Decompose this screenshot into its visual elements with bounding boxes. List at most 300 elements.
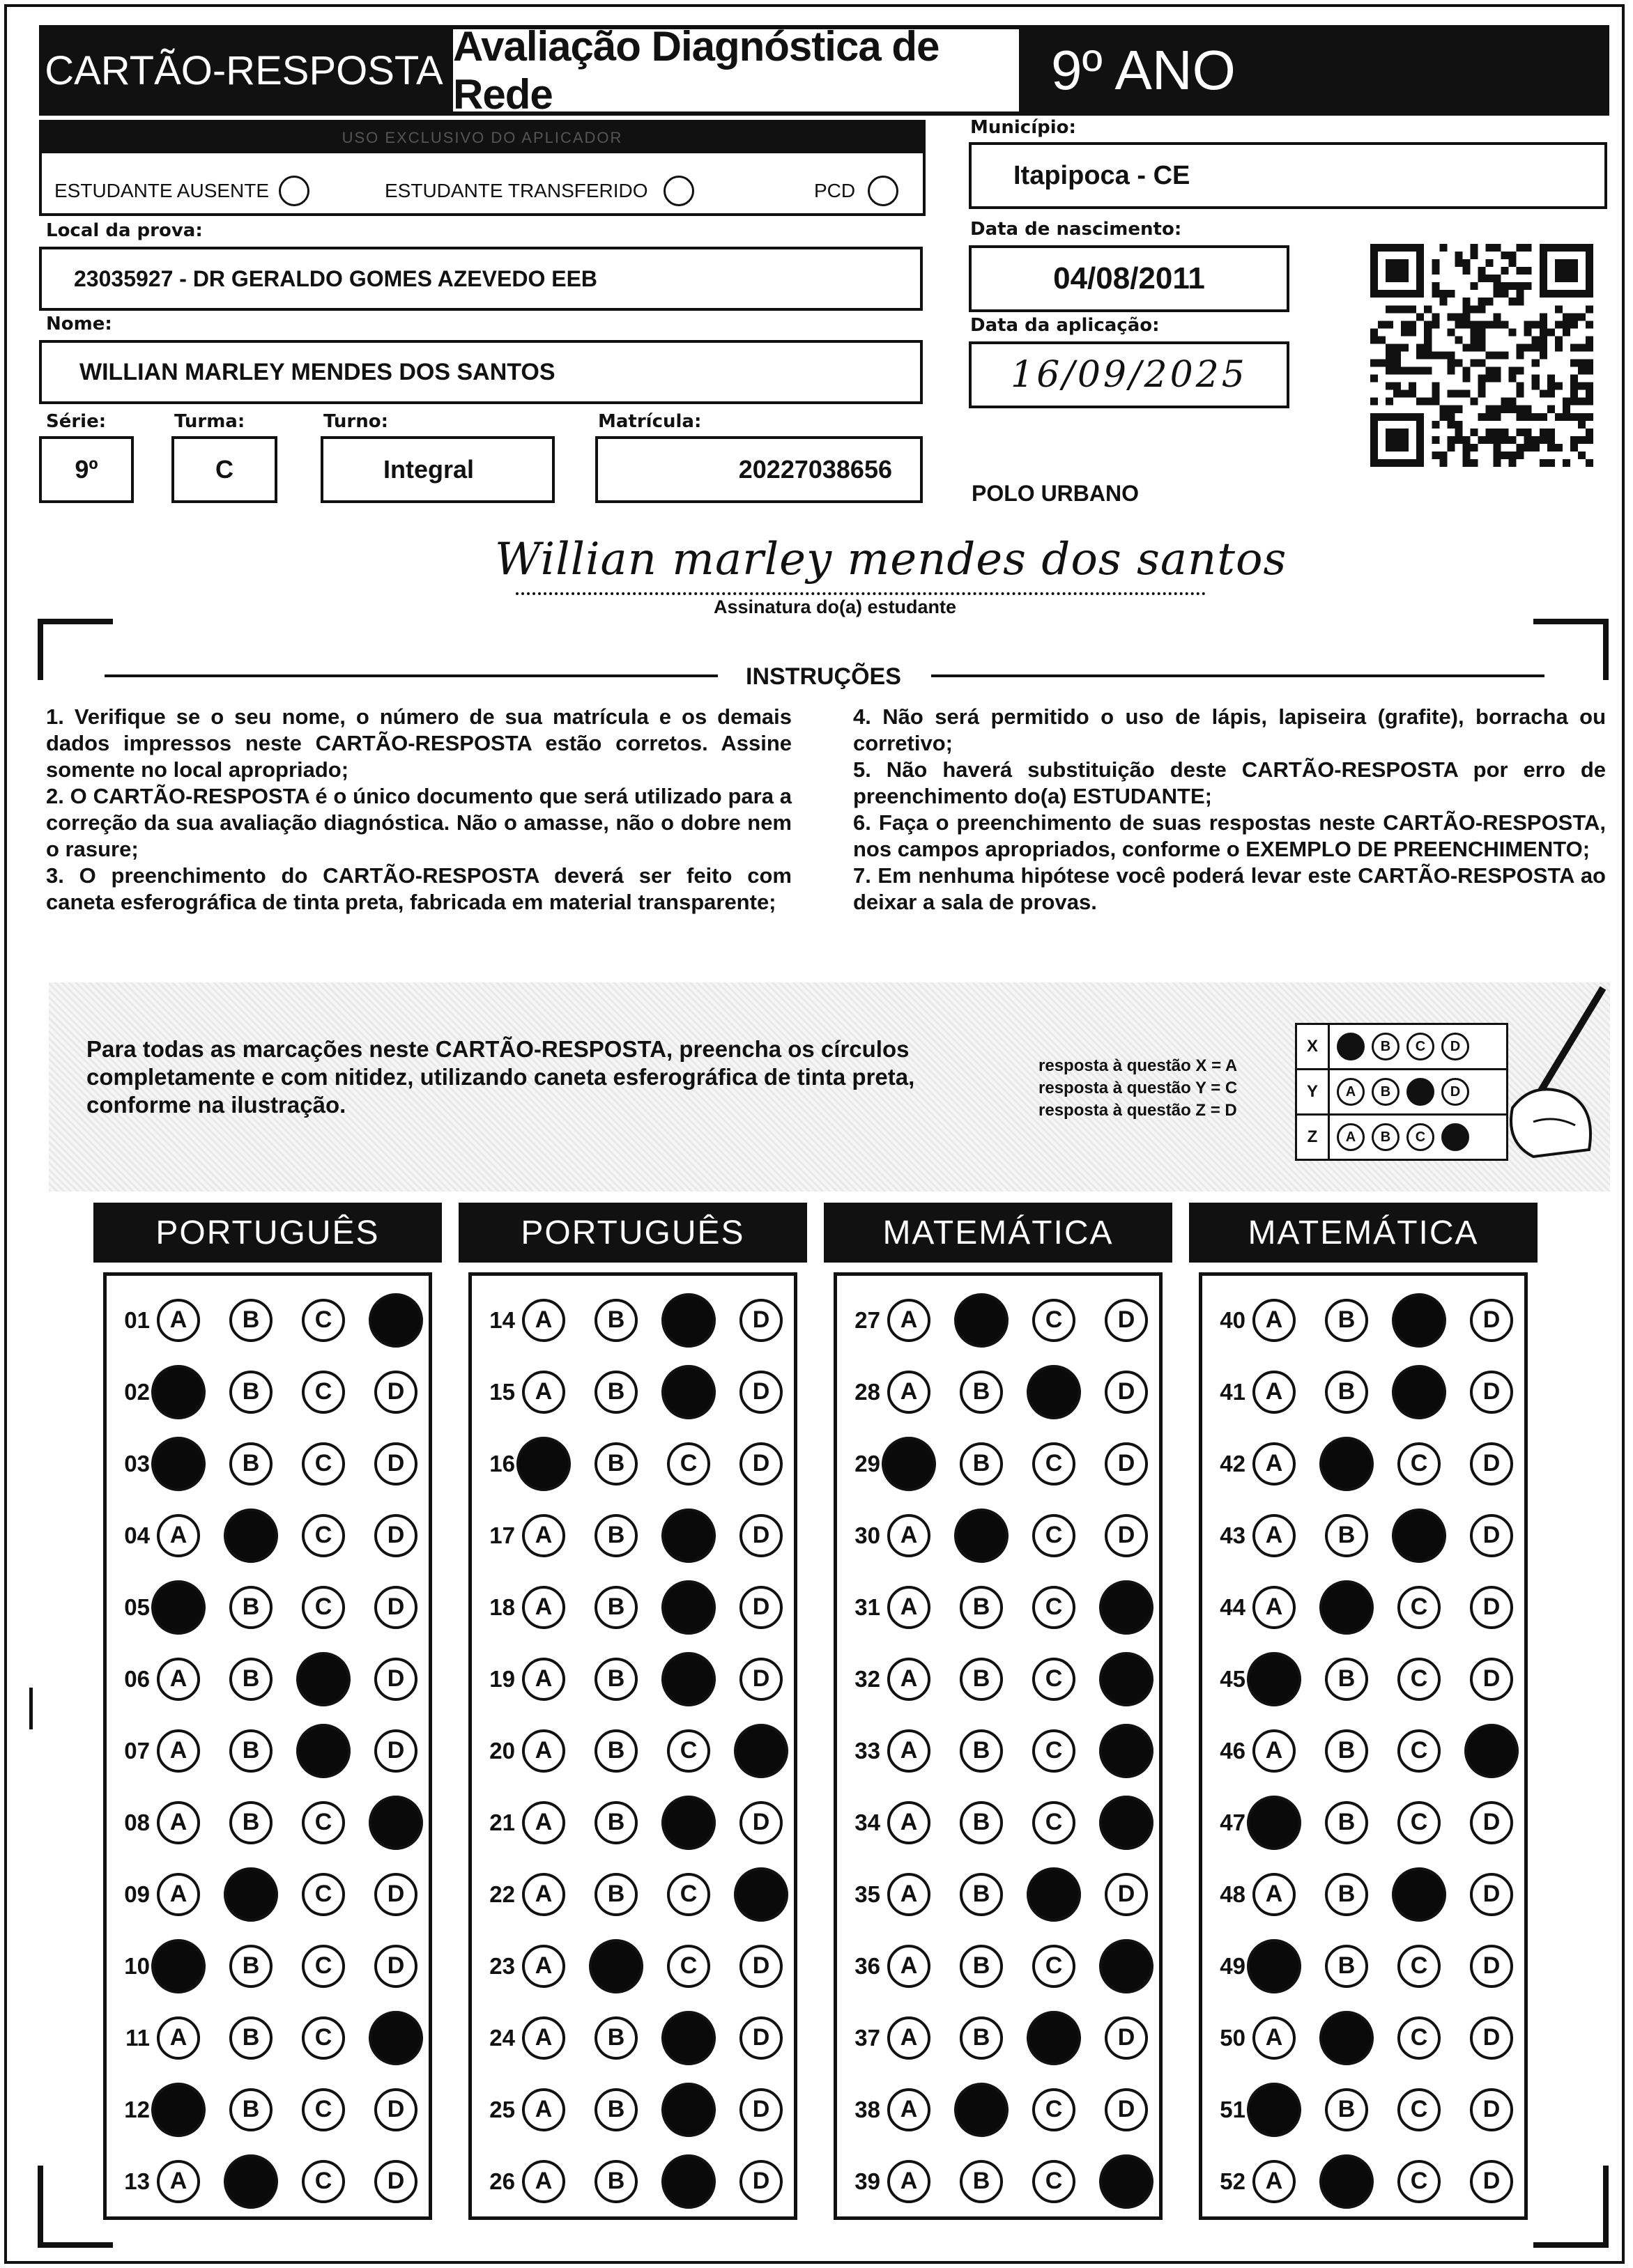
answer-bubble-b[interactable] bbox=[954, 1509, 1009, 1563]
answer-bubble-a[interactable]: A bbox=[887, 1514, 930, 1557]
answer-bubble-a[interactable]: A bbox=[1252, 1442, 1296, 1486]
answer-bubble-b[interactable]: B bbox=[229, 1801, 273, 1844]
question-row bbox=[472, 2002, 794, 2074]
instruction-7: 7. Em nenhuma hipótese você poderá levar este CARTÃO-RESPOSTA ao deixar a sala de provas. bbox=[853, 863, 1606, 914]
answer-bubble-d[interactable] bbox=[1464, 1724, 1519, 1778]
example-legend-x: resposta à questão X = A bbox=[1038, 1056, 1238, 1075]
question-row bbox=[837, 1571, 1159, 1643]
question-number: 12 bbox=[124, 2096, 150, 2122]
question-number: 14 bbox=[489, 1306, 515, 1333]
answer-bubble-b[interactable]: B bbox=[595, 2016, 638, 2060]
answer-bubble-a[interactable]: A bbox=[887, 1658, 930, 1701]
answer-bubble-d[interactable]: D bbox=[1470, 1442, 1513, 1486]
answer-bubble-b[interactable]: B bbox=[229, 1442, 273, 1486]
answer-bubble-c[interactable] bbox=[1027, 2011, 1081, 2065]
answer-bubble-c[interactable]: C bbox=[667, 1729, 710, 1773]
answer-bubble-c[interactable]: C bbox=[302, 1371, 345, 1414]
question-number: 51 bbox=[1220, 2096, 1245, 2122]
answer-bubble-d[interactable]: D bbox=[374, 1658, 417, 1701]
question-row bbox=[472, 1643, 794, 1715]
answer-bubble-d[interactable] bbox=[1099, 2154, 1153, 2209]
answer-bubble-c[interactable]: C bbox=[1397, 1729, 1441, 1773]
answer-bubble-c[interactable]: C bbox=[1397, 2016, 1441, 2060]
question-row bbox=[837, 1284, 1159, 1356]
answer-bubble-a[interactable]: A bbox=[522, 1873, 565, 1916]
answer-bubble-b[interactable]: B bbox=[1325, 1729, 1368, 1773]
answer-bubble-c[interactable]: C bbox=[1397, 1658, 1441, 1701]
answer-bubble-b[interactable] bbox=[1319, 1580, 1374, 1635]
answer-bubble-d[interactable]: D bbox=[374, 1442, 417, 1486]
answer-bubble-c[interactable]: C bbox=[1032, 1442, 1075, 1486]
applicator-strip-label: USO EXCLUSIVO DO APLICADOR bbox=[342, 129, 623, 146]
answer-bubble-b[interactable]: B bbox=[595, 2088, 638, 2131]
question-row bbox=[1202, 1715, 1524, 1787]
answer-bubble-d[interactable]: D bbox=[739, 1299, 783, 1342]
answer-bubble-d[interactable] bbox=[369, 1293, 423, 1348]
answer-bubble-c[interactable]: C bbox=[1397, 1586, 1441, 1629]
answer-bubble-c[interactable]: C bbox=[667, 1442, 710, 1486]
answer-bubble-a[interactable] bbox=[882, 1437, 936, 1491]
answer-bubble-a[interactable]: A bbox=[887, 1729, 930, 1773]
answer-bubble-b[interactable]: B bbox=[960, 1442, 1003, 1486]
answer-bubble-c[interactable]: C bbox=[1032, 2088, 1075, 2131]
answer-bubble-d[interactable]: D bbox=[1105, 2088, 1148, 2131]
example-bubble bbox=[1337, 1033, 1365, 1060]
answer-bubble-a[interactable] bbox=[151, 2083, 206, 2137]
answer-bubble-b[interactable]: B bbox=[960, 1371, 1003, 1414]
answer-bubble-a[interactable]: A bbox=[522, 1586, 565, 1629]
answer-bubble-d[interactable]: D bbox=[1105, 2016, 1148, 2060]
answer-bubble-b[interactable]: B bbox=[1325, 1371, 1368, 1414]
answer-bubble-b[interactable]: B bbox=[1325, 2088, 1368, 2131]
answer-bubble-d[interactable] bbox=[1099, 1796, 1153, 1850]
answer-bubble-c[interactable]: C bbox=[302, 2016, 345, 2060]
answer-bubble-d[interactable] bbox=[369, 2011, 423, 2065]
answer-bubble-c[interactable]: C bbox=[1032, 1586, 1075, 1629]
answer-bubble-a[interactable]: A bbox=[1252, 2016, 1296, 2060]
question-row bbox=[837, 1643, 1159, 1715]
answer-bubble-b[interactable] bbox=[1319, 2154, 1374, 2209]
example-legend-z: resposta à questão Z = D bbox=[1038, 1101, 1237, 1120]
answer-bubble-d[interactable]: D bbox=[1470, 2160, 1513, 2203]
matricula-field bbox=[595, 436, 923, 503]
answer-bubble-a[interactable] bbox=[1247, 1796, 1301, 1850]
answer-bubble-c[interactable] bbox=[1027, 1867, 1081, 1922]
question-column bbox=[103, 1272, 432, 2220]
pcd-option[interactable] bbox=[814, 176, 898, 206]
answer-bubble-b[interactable]: B bbox=[229, 1658, 273, 1701]
answer-bubble-c[interactable] bbox=[1392, 1365, 1446, 1419]
answer-bubble-d[interactable]: D bbox=[739, 1371, 783, 1414]
header-title-left-text: CARTÃO-RESPOSTA bbox=[45, 47, 443, 93]
answer-bubble-d[interactable] bbox=[734, 1724, 788, 1778]
answer-bubble-c[interactable] bbox=[1027, 1365, 1081, 1419]
instruction-4: 4. Não será permitido o uso de lápis, lapiseira (grafite), borracha ou corretivo; bbox=[853, 704, 1606, 755]
question-row bbox=[472, 1715, 794, 1787]
answer-bubble-a[interactable] bbox=[151, 1580, 206, 1635]
question-number: 41 bbox=[1220, 1378, 1245, 1405]
header-title-right-text: 9º ANO bbox=[1051, 39, 1236, 101]
answer-bubble-d[interactable]: D bbox=[1470, 1586, 1513, 1629]
answer-bubble-a[interactable]: A bbox=[522, 2160, 565, 2203]
answer-bubble-b[interactable]: B bbox=[229, 2088, 273, 2131]
question-row bbox=[1202, 2002, 1524, 2074]
answer-bubble-c[interactable]: C bbox=[1397, 1945, 1441, 1988]
answer-bubble-a[interactable]: A bbox=[887, 1299, 930, 1342]
question-column bbox=[468, 1272, 797, 2220]
answer-bubble-b[interactable]: B bbox=[960, 1873, 1003, 1916]
answer-bubble-c[interactable]: C bbox=[302, 2160, 345, 2203]
answer-bubble-d[interactable]: D bbox=[739, 1586, 783, 1629]
answer-bubble-b[interactable]: B bbox=[960, 1945, 1003, 1988]
polo-text: POLO URBANO bbox=[972, 481, 1139, 506]
answer-bubble-a[interactable]: A bbox=[887, 1945, 930, 1988]
answer-bubble-a[interactable]: A bbox=[887, 2016, 930, 2060]
answer-bubble-d[interactable]: D bbox=[739, 2088, 783, 2131]
answer-bubble-c[interactable]: C bbox=[1397, 2160, 1441, 2203]
answer-bubble-b[interactable]: B bbox=[595, 1371, 638, 1414]
turma-value: C bbox=[215, 455, 233, 484]
answer-bubble-c[interactable]: C bbox=[302, 1873, 345, 1916]
answer-bubble-a[interactable]: A bbox=[157, 2016, 200, 2060]
answer-bubble-a[interactable]: A bbox=[522, 1658, 565, 1701]
answer-bubble-d[interactable]: D bbox=[739, 1442, 783, 1486]
answer-bubble-a[interactable]: A bbox=[887, 2088, 930, 2131]
answer-bubble-c[interactable]: C bbox=[667, 1945, 710, 1988]
question-row bbox=[472, 2145, 794, 2217]
example-panel bbox=[49, 982, 1610, 1191]
signature-line bbox=[516, 592, 1206, 595]
answer-bubble-a[interactable] bbox=[1247, 1939, 1301, 1993]
answer-bubble-a[interactable]: A bbox=[1252, 1514, 1296, 1557]
question-number: 13 bbox=[124, 2168, 150, 2194]
answer-bubble-c[interactable] bbox=[661, 1293, 716, 1348]
answer-bubble-d[interactable] bbox=[1099, 1652, 1153, 1706]
answer-bubble-d[interactable]: D bbox=[739, 1801, 783, 1844]
answer-bubble-b[interactable]: B bbox=[229, 1371, 273, 1414]
answer-bubble-c[interactable] bbox=[661, 2011, 716, 2065]
answer-bubble-d[interactable]: D bbox=[374, 1514, 417, 1557]
answer-bubble-b[interactable]: B bbox=[1325, 1658, 1368, 1701]
answer-bubble-d[interactable]: D bbox=[1105, 1299, 1148, 1342]
answer-bubble-b[interactable]: B bbox=[595, 1729, 638, 1773]
answer-bubble-b[interactable]: B bbox=[960, 1729, 1003, 1773]
question-number: 47 bbox=[1220, 1809, 1245, 1835]
answer-bubble-d[interactable]: D bbox=[1470, 1371, 1513, 1414]
answer-bubble-c[interactable] bbox=[661, 2083, 716, 2137]
answer-bubble-a[interactable]: A bbox=[887, 1801, 930, 1844]
answer-bubble-d[interactable]: D bbox=[1470, 1945, 1513, 1988]
question-number: 43 bbox=[1220, 1522, 1245, 1548]
answer-bubble-d[interactable]: D bbox=[374, 1945, 417, 1988]
answer-bubble-b[interactable] bbox=[1319, 2011, 1374, 2065]
question-row bbox=[107, 1643, 429, 1715]
answer-bubble-d[interactable]: D bbox=[739, 1514, 783, 1557]
pcd-circle[interactable] bbox=[868, 176, 898, 206]
answer-bubble-a[interactable] bbox=[1247, 2083, 1301, 2137]
turno-field bbox=[321, 436, 555, 503]
question-number: 45 bbox=[1220, 1665, 1245, 1692]
answer-bubble-b[interactable]: B bbox=[595, 1442, 638, 1486]
answer-bubble-d[interactable]: D bbox=[1470, 1514, 1513, 1557]
answer-bubble-b[interactable]: B bbox=[229, 1586, 273, 1629]
answer-bubble-a[interactable]: A bbox=[522, 1801, 565, 1844]
answer-bubble-c[interactable]: C bbox=[1032, 1658, 1075, 1701]
answer-bubble-a[interactable]: A bbox=[157, 2160, 200, 2203]
answer-bubble-b[interactable]: B bbox=[229, 1729, 273, 1773]
answer-bubble-c[interactable] bbox=[1392, 1867, 1446, 1922]
local-field bbox=[39, 247, 923, 311]
instructions-rule-right bbox=[931, 674, 1544, 677]
answer-bubble-c[interactable]: C bbox=[302, 1586, 345, 1629]
answer-bubble-c[interactable] bbox=[661, 1365, 716, 1419]
pcd-label: PCD bbox=[814, 180, 856, 201]
answer-bubble-a[interactable]: A bbox=[1252, 1299, 1296, 1342]
answer-bubble-a[interactable]: A bbox=[157, 1514, 200, 1557]
answer-bubble-b[interactable]: B bbox=[595, 1586, 638, 1629]
qr-code bbox=[1370, 244, 1593, 467]
answer-bubble-b[interactable] bbox=[1319, 1437, 1374, 1491]
answer-bubble-b[interactable]: B bbox=[1325, 1873, 1368, 1916]
answer-bubble-c[interactable]: C bbox=[1032, 1801, 1075, 1844]
question-row bbox=[1202, 1787, 1524, 1858]
answer-bubble-a[interactable]: A bbox=[887, 1371, 930, 1414]
answer-bubble-b[interactable]: B bbox=[595, 1299, 638, 1342]
nascimento-field bbox=[969, 245, 1289, 312]
answer-bubble-b[interactable]: B bbox=[229, 1299, 273, 1342]
answer-bubble-d[interactable] bbox=[1099, 1939, 1153, 1993]
answer-bubble-d[interactable]: D bbox=[1105, 1514, 1148, 1557]
corner-bottom-right bbox=[1533, 2166, 1609, 2248]
answer-bubble-d[interactable]: D bbox=[739, 1658, 783, 1701]
question-row bbox=[107, 1715, 429, 1787]
answer-bubble-b[interactable] bbox=[954, 2083, 1009, 2137]
absent-option[interactable] bbox=[54, 176, 309, 206]
answer-bubble-b[interactable]: B bbox=[960, 1586, 1003, 1629]
answer-bubble-a[interactable]: A bbox=[157, 1299, 200, 1342]
transferred-option[interactable] bbox=[385, 176, 694, 206]
example-row bbox=[1297, 1025, 1506, 1070]
answer-bubble-b[interactable]: B bbox=[960, 1658, 1003, 1701]
answer-bubble-a[interactable]: A bbox=[1252, 1873, 1296, 1916]
local-label: Local da prova: bbox=[46, 220, 203, 241]
signature-label: Assinatura do(a) estudante bbox=[714, 596, 957, 617]
answer-bubble-a[interactable]: A bbox=[1252, 1371, 1296, 1414]
question-number: 39 bbox=[854, 2168, 880, 2194]
question-number: 23 bbox=[489, 1952, 515, 1979]
question-number: 07 bbox=[124, 1737, 150, 1764]
answer-bubble-c[interactable]: C bbox=[1032, 1299, 1075, 1342]
answer-bubble-a[interactable]: A bbox=[1252, 2160, 1296, 2203]
question-number: 22 bbox=[489, 1881, 515, 1907]
question-row bbox=[107, 1499, 429, 1571]
question-row bbox=[107, 1930, 429, 2002]
question-row bbox=[472, 1284, 794, 1356]
answer-bubble-c[interactable]: C bbox=[302, 1945, 345, 1988]
answer-bubble-a[interactable]: A bbox=[157, 1729, 200, 1773]
answer-bubble-d[interactable]: D bbox=[1470, 2016, 1513, 2060]
answer-bubble-d[interactable]: D bbox=[1470, 1801, 1513, 1844]
answer-bubble-b[interactable]: B bbox=[595, 1873, 638, 1916]
answer-bubble-a[interactable]: A bbox=[522, 1514, 565, 1557]
question-row bbox=[107, 1284, 429, 1356]
example-bubble bbox=[1441, 1123, 1469, 1151]
answer-bubble-d[interactable]: D bbox=[1105, 1371, 1148, 1414]
answer-bubble-c[interactable] bbox=[661, 1580, 716, 1635]
answer-bubble-c[interactable]: C bbox=[1397, 1801, 1441, 1844]
answer-bubble-b[interactable]: B bbox=[1325, 1801, 1368, 1844]
answer-bubble-a[interactable]: A bbox=[1252, 1586, 1296, 1629]
turno-value: Integral bbox=[383, 455, 475, 484]
municipio-label: Município: bbox=[970, 117, 1076, 138]
answer-bubble-c[interactable]: C bbox=[667, 1873, 710, 1916]
answer-bubble-d[interactable]: D bbox=[374, 1873, 417, 1916]
answer-bubble-d[interactable]: D bbox=[374, 1371, 417, 1414]
answer-bubble-c[interactable]: C bbox=[302, 1442, 345, 1486]
answer-bubble-a[interactable] bbox=[1247, 1652, 1301, 1706]
example-legend bbox=[1038, 1055, 1237, 1122]
transferred-circle[interactable] bbox=[664, 176, 694, 206]
question-row bbox=[472, 2074, 794, 2145]
answer-bubble-b[interactable] bbox=[954, 1293, 1009, 1348]
answer-bubble-d[interactable]: D bbox=[1105, 1873, 1148, 1916]
answer-bubble-b[interactable]: B bbox=[595, 1658, 638, 1701]
answer-bubble-b[interactable]: B bbox=[960, 2160, 1003, 2203]
answer-bubble-c[interactable]: C bbox=[302, 1299, 345, 1342]
applicator-strip bbox=[42, 123, 923, 153]
answer-bubble-c[interactable] bbox=[1392, 1509, 1446, 1563]
answer-bubble-b[interactable]: B bbox=[1325, 1514, 1368, 1557]
answer-bubble-d[interactable]: D bbox=[374, 1586, 417, 1629]
column-header: PORTUGUÊS bbox=[93, 1203, 442, 1263]
answer-bubble-d[interactable]: D bbox=[1470, 2088, 1513, 2131]
answer-bubble-c[interactable]: C bbox=[1397, 2088, 1441, 2131]
answer-bubble-c[interactable]: C bbox=[1032, 1729, 1075, 1773]
question-number: 17 bbox=[489, 1522, 515, 1548]
question-row bbox=[1202, 1356, 1524, 1428]
answer-bubble-a[interactable] bbox=[151, 1365, 206, 1419]
nascimento-label: Data de nascimento: bbox=[970, 219, 1182, 240]
question-row bbox=[837, 1499, 1159, 1571]
answer-bubble-d[interactable]: D bbox=[739, 2016, 783, 2060]
answer-bubble-a[interactable]: A bbox=[522, 1371, 565, 1414]
answer-bubble-d[interactable]: D bbox=[1470, 1658, 1513, 1701]
answer-bubble-a[interactable]: A bbox=[157, 1873, 200, 1916]
answer-bubble-c[interactable] bbox=[1392, 1293, 1446, 1348]
answer-bubble-b[interactable]: B bbox=[229, 2016, 273, 2060]
answer-bubble-d[interactable]: D bbox=[374, 2088, 417, 2131]
answer-bubble-c[interactable] bbox=[296, 1724, 351, 1778]
answer-bubble-a[interactable]: A bbox=[522, 1729, 565, 1773]
question-column bbox=[1199, 1272, 1528, 2220]
answer-bubble-c[interactable] bbox=[661, 1509, 716, 1563]
answer-bubble-a[interactable] bbox=[151, 1939, 206, 1993]
answer-bubble-b[interactable]: B bbox=[595, 1801, 638, 1844]
answer-bubble-c[interactable]: C bbox=[1032, 2160, 1075, 2203]
answer-bubble-c[interactable]: C bbox=[1397, 1442, 1441, 1486]
answer-bubble-d[interactable] bbox=[734, 1867, 788, 1922]
answer-bubble-b[interactable]: B bbox=[229, 1945, 273, 1988]
answer-bubble-c[interactable] bbox=[296, 1652, 351, 1706]
answer-bubble-b[interactable]: B bbox=[960, 1801, 1003, 1844]
question-row bbox=[1202, 1571, 1524, 1643]
answer-bubble-b[interactable]: B bbox=[960, 2016, 1003, 2060]
serie-label: Série: bbox=[46, 411, 107, 432]
answer-bubble-b[interactable]: B bbox=[1325, 1945, 1368, 1988]
answer-bubble-a[interactable]: A bbox=[887, 1586, 930, 1629]
question-number: 50 bbox=[1220, 2024, 1245, 2051]
answer-bubble-b[interactable]: B bbox=[595, 1514, 638, 1557]
answer-bubble-b[interactable]: B bbox=[595, 2160, 638, 2203]
answer-bubble-b[interactable]: B bbox=[1325, 1299, 1368, 1342]
question-number: 38 bbox=[854, 2096, 880, 2122]
answer-bubble-a[interactable] bbox=[516, 1437, 571, 1491]
answer-bubble-a[interactable]: A bbox=[522, 2016, 565, 2060]
answer-bubble-a[interactable]: A bbox=[887, 1873, 930, 1916]
header-title-right bbox=[1023, 25, 1609, 116]
nome-value: WILLIAN MARLEY MENDES DOS SANTOS bbox=[79, 358, 555, 385]
answer-bubble-a[interactable]: A bbox=[522, 1945, 565, 1988]
answer-bubble-c[interactable] bbox=[661, 2154, 716, 2209]
answer-bubble-a[interactable]: A bbox=[887, 2160, 930, 2203]
answer-bubble-a[interactable]: A bbox=[522, 2088, 565, 2131]
answer-bubble-a[interactable]: A bbox=[157, 1658, 200, 1701]
absent-circle[interactable] bbox=[279, 176, 309, 206]
nome-label: Nome: bbox=[46, 314, 112, 334]
answer-bubble-c[interactable]: C bbox=[302, 2088, 345, 2131]
answer-bubble-c[interactable]: C bbox=[302, 1801, 345, 1844]
answer-bubble-c[interactable] bbox=[661, 1796, 716, 1850]
answer-bubble-c[interactable]: C bbox=[1032, 1514, 1075, 1557]
answer-bubble-a[interactable] bbox=[151, 1437, 206, 1491]
answer-bubble-b[interactable] bbox=[224, 1867, 278, 1922]
question-number: 49 bbox=[1220, 1952, 1245, 1979]
example-bubble: A bbox=[1337, 1123, 1365, 1151]
question-row bbox=[107, 2074, 429, 2145]
answer-bubble-d[interactable]: D bbox=[1105, 1442, 1148, 1486]
answer-bubble-b[interactable] bbox=[224, 2154, 278, 2209]
answer-bubble-a[interactable]: A bbox=[1252, 1729, 1296, 1773]
example-legend-y: resposta à questão Y = C bbox=[1038, 1079, 1238, 1097]
answer-bubble-d[interactable]: D bbox=[1470, 1873, 1513, 1916]
column-header: MATEMÁTICA bbox=[824, 1203, 1172, 1263]
answer-bubble-d[interactable]: D bbox=[1470, 1299, 1513, 1342]
answer-bubble-c[interactable]: C bbox=[1032, 1945, 1075, 1988]
answer-bubble-d[interactable]: D bbox=[374, 2160, 417, 2203]
question-number: 15 bbox=[489, 1378, 515, 1405]
answer-bubble-b[interactable] bbox=[589, 1939, 643, 1993]
question-row bbox=[1202, 1428, 1524, 1499]
answer-bubble-d[interactable]: D bbox=[739, 2160, 783, 2203]
answer-bubble-d[interactable] bbox=[1099, 1580, 1153, 1635]
answer-bubble-a[interactable]: A bbox=[522, 1299, 565, 1342]
answer-bubble-c[interactable] bbox=[661, 1652, 716, 1706]
answer-bubble-a[interactable]: A bbox=[157, 1801, 200, 1844]
question-row bbox=[1202, 1643, 1524, 1715]
question-row bbox=[1202, 1858, 1524, 1930]
question-number: 31 bbox=[854, 1594, 880, 1620]
instruction-6: 6. Faça o preenchimento de suas respostas neste CARTÃO-RESPOSTA, nos campos apropriados, conforme o EXEMPLO DE PREENCHIMENTO; bbox=[853, 810, 1606, 861]
answer-bubble-d[interactable]: D bbox=[374, 1729, 417, 1773]
answer-bubble-d[interactable] bbox=[369, 1796, 423, 1850]
instruction-5: 5. Não haverá substituição deste CARTÃO-RESPOSTA por erro de preenchimento do(a) ESTUDANTE; bbox=[853, 757, 1606, 808]
answer-bubble-b[interactable] bbox=[224, 1509, 278, 1563]
answer-bubble-c[interactable]: C bbox=[302, 1514, 345, 1557]
question-number: 01 bbox=[124, 1306, 150, 1333]
answer-bubble-d[interactable]: D bbox=[739, 1945, 783, 1988]
answer-bubble-d[interactable] bbox=[1099, 1724, 1153, 1778]
municipio-field bbox=[969, 142, 1607, 209]
